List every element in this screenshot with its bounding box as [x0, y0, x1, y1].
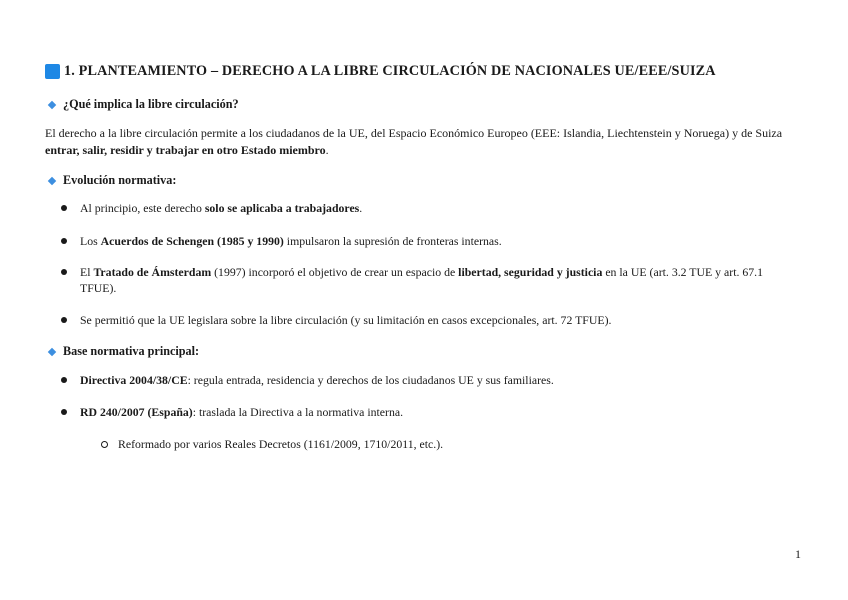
intro-paragraph	[45, 125, 805, 159]
sub-list-item	[101, 436, 443, 452]
page-number: 1	[795, 547, 801, 561]
section-heading-legal-basis	[45, 344, 199, 359]
diamond-bullet-icon	[48, 347, 56, 355]
list-item-text: Se permitió que la UE legislara sobre la libre circulación (y su limitación en casos excepcionales, art. 72 TFUE).	[80, 313, 612, 327]
list-item-text: en la UE (art. 3.2 TUE y art. 67.1 TFUE).	[80, 265, 764, 295]
list-item-text: (1997) incorporó el objetivo de crear un espacio de	[211, 265, 459, 279]
list-item-text: Al principio, este derecho	[80, 201, 205, 215]
list-item-text: : regula entrada, residencia y derechos de los ciudadanos UE y sus familiares.	[187, 373, 554, 387]
bullet-dot-icon	[61, 269, 67, 275]
bullet-dot-icon	[61, 317, 67, 323]
diamond-bullet-icon	[48, 176, 56, 184]
list-item-text: .	[359, 201, 363, 215]
hollow-bullet-icon	[101, 441, 108, 448]
list-item-text: impulsaron la supresión de fronteras internas.	[283, 234, 502, 248]
list-item-bold: Tratado de Ámsterdam	[93, 265, 212, 279]
list-item	[61, 372, 800, 388]
intro-end: .	[325, 143, 329, 157]
section-heading-text: Base normativa principal:	[63, 344, 200, 358]
list-item	[61, 312, 800, 328]
page-title	[45, 63, 716, 80]
blue-square-icon	[45, 64, 60, 79]
bullet-dot-icon	[61, 238, 67, 244]
bullet-dot-icon	[61, 205, 67, 211]
section-heading-text: Evolución normativa:	[63, 173, 177, 187]
intro-bold-text: entrar, salir, residir y trabajar en otro Estado miembro	[45, 143, 326, 157]
page-title-text: 1. PLANTEAMIENTO – DERECHO A LA LIBRE CIRCULACIÓN DE NACIONALES UE/EEE/SUIZA	[64, 63, 716, 79]
bullet-dot-icon	[61, 409, 67, 415]
list-item-text: Los	[80, 234, 101, 248]
bullet-dot-icon	[61, 377, 67, 383]
section-heading-text: ¿Qué implica la libre circulación?	[63, 97, 239, 111]
list-item-text: El	[80, 265, 94, 279]
list-item	[61, 404, 800, 420]
list-item	[61, 200, 800, 216]
list-item-bold: libertad, seguridad y justicia	[458, 265, 603, 279]
list-item-bold: Acuerdos de Schengen (1985 y 1990)	[100, 234, 284, 248]
list-item-text: : traslada la Directiva a la normativa interna.	[192, 405, 404, 419]
sub-list-item-text: Reformado por varios Reales Decretos (1161/2009, 1710/2011, etc.).	[118, 437, 444, 451]
list-item	[61, 233, 800, 249]
intro-text: El derecho a la libre circulación permite a los ciudadanos de la UE, del Espacio Económico Europeo (EEE: Islandia, Liechtenstein y Noruega) y de Suiza	[45, 126, 783, 140]
list-item-bold: Directiva 2004/38/CE	[80, 373, 188, 387]
list-item-bold: RD 240/2007 (España)	[80, 405, 193, 419]
section-heading-free-movement	[45, 97, 239, 112]
list-item-bold: solo se aplicaba a trabajadores	[204, 201, 360, 215]
section-heading-evolution	[45, 173, 176, 188]
list-item	[61, 264, 800, 296]
diamond-bullet-icon	[48, 100, 56, 108]
